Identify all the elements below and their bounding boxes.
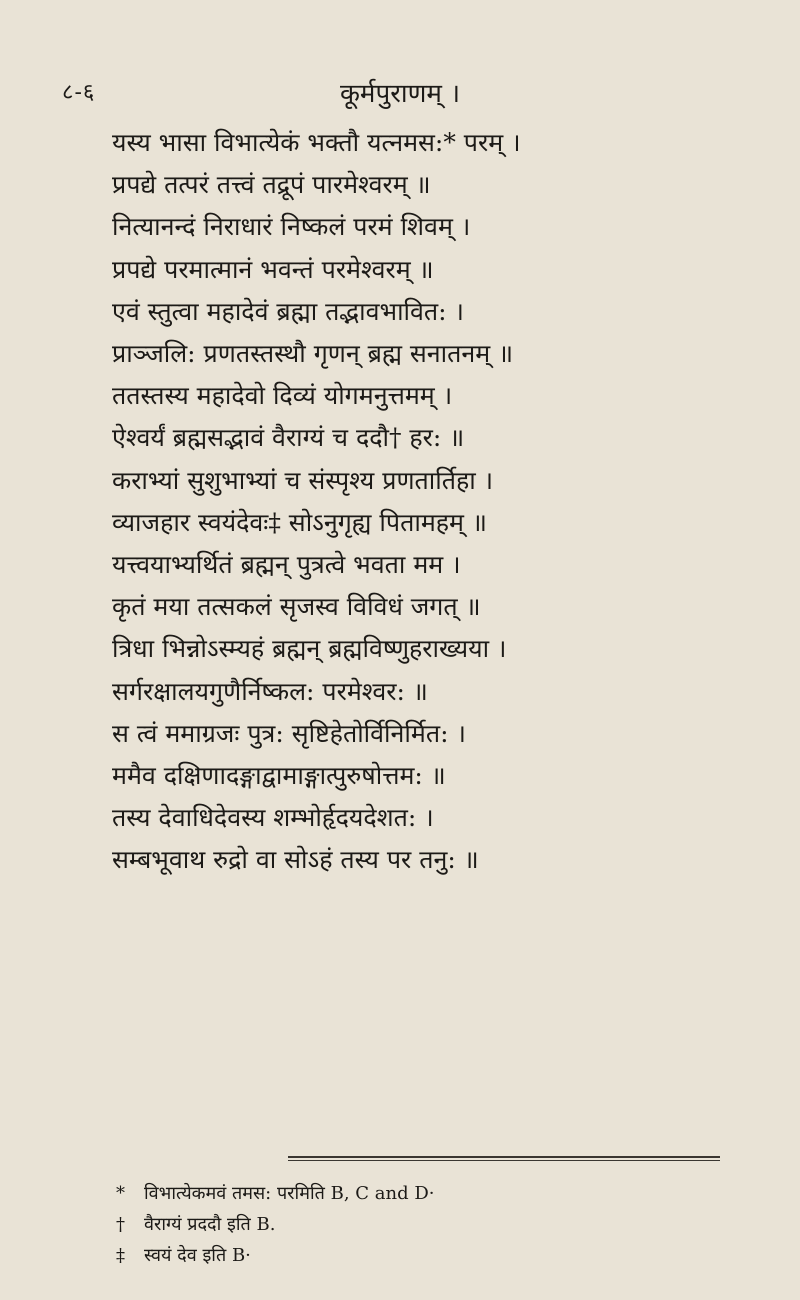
verse-line: कृतं मया तत्सकलं सृजस्व विविधं जगत् ॥ <box>112 592 481 622</box>
verse-block <box>112 122 672 882</box>
verse-line: यत्त्वयाभ्यर्थितं ब्रह्मन् पुत्रत्वे भवता मम । <box>112 550 461 580</box>
verse-line: प्रपद्ये तत्परं तत्त्वं तद्रूपं पारमेश्वरम् ॥ <box>112 170 431 200</box>
verse-line: प्राञ्जलि: प्रणतस्तस्थौ गृणन् ब्रह्म सनातनम् ॥ <box>112 339 514 369</box>
verse-line: ऐश्वर्यं ब्रह्मसद्भावं वैराग्यं च ददौ† हर: ॥ <box>112 423 465 453</box>
footnote <box>116 1209 676 1240</box>
verse-line: सम्बभूवाथ रुद्रो वा सोऽहं तस्य पर तनु: ॥ <box>112 845 479 875</box>
verse-line: ममैव दक्षिणादङ्गाद्वामाङ्गात्पुरुषोत्तम: ॥ <box>112 761 446 791</box>
footnote <box>116 1240 676 1271</box>
verse-line: प्रपद्ये परमात्मानं भवन्तं परमेश्वरम् ॥ <box>112 254 434 284</box>
footnote-mark: * <box>116 1183 125 1204</box>
verse-line: तस्य देवाधिदेवस्य शम्भोर्हृदयदेशत: । <box>112 803 434 833</box>
verse-line: व्याजहार स्वयंदेवः‡ सोऽनुगृह्य पितामहम् ॥ <box>112 507 487 537</box>
verse-line: त्रिधा भिन्नोऽस्म्यहं ब्रह्मन् ब्रह्मविष्णुहराख्यया । <box>112 634 507 664</box>
running-head: कूर्मपुराणम् । <box>339 79 461 109</box>
footnote <box>116 1178 676 1209</box>
verse-line: यस्य भासा विभात्येकं भक्तौ यत्नमस:* परम् । <box>112 128 521 157</box>
verse-line: स त्वं ममाग्रजः पुत्र: सृष्टिहेतोर्विनिर्मित: । <box>112 718 466 748</box>
verse-line: कराभ्यां सुशुभाभ्यां च संस्पृश्य प्रणतार्तिहा । <box>112 465 494 495</box>
verse-line: ततस्तस्य महादेवो दिव्यं योगमनुत्तमम् । <box>112 381 453 411</box>
verse-line: सर्गरक्षालयगुणैर्निष्कल: परमेश्वर: ॥ <box>112 676 428 706</box>
footnote-text: वैराग्यं प्रददौ इति B. <box>144 1214 276 1235</box>
page-number: ८-६ <box>62 80 96 105</box>
footnotes <box>116 1178 676 1271</box>
footnote-mark: † <box>116 1214 125 1235</box>
footnote-divider <box>288 1160 720 1161</box>
footnote-text: विभात्येकमवं तमस: परमिति B, C and D· <box>144 1183 435 1204</box>
verse-line: एवं स्तुत्वा महादेवं ब्रह्मा तद्भावभावित: । <box>112 296 465 326</box>
verse-line: नित्यानन्दं निराधारं निष्कलं परमं शिवम् । <box>112 212 471 242</box>
footnote-divider <box>288 1156 720 1158</box>
footnote-text: स्वयं देव इति B· <box>144 1245 251 1266</box>
footnote-mark: ‡ <box>116 1245 125 1266</box>
